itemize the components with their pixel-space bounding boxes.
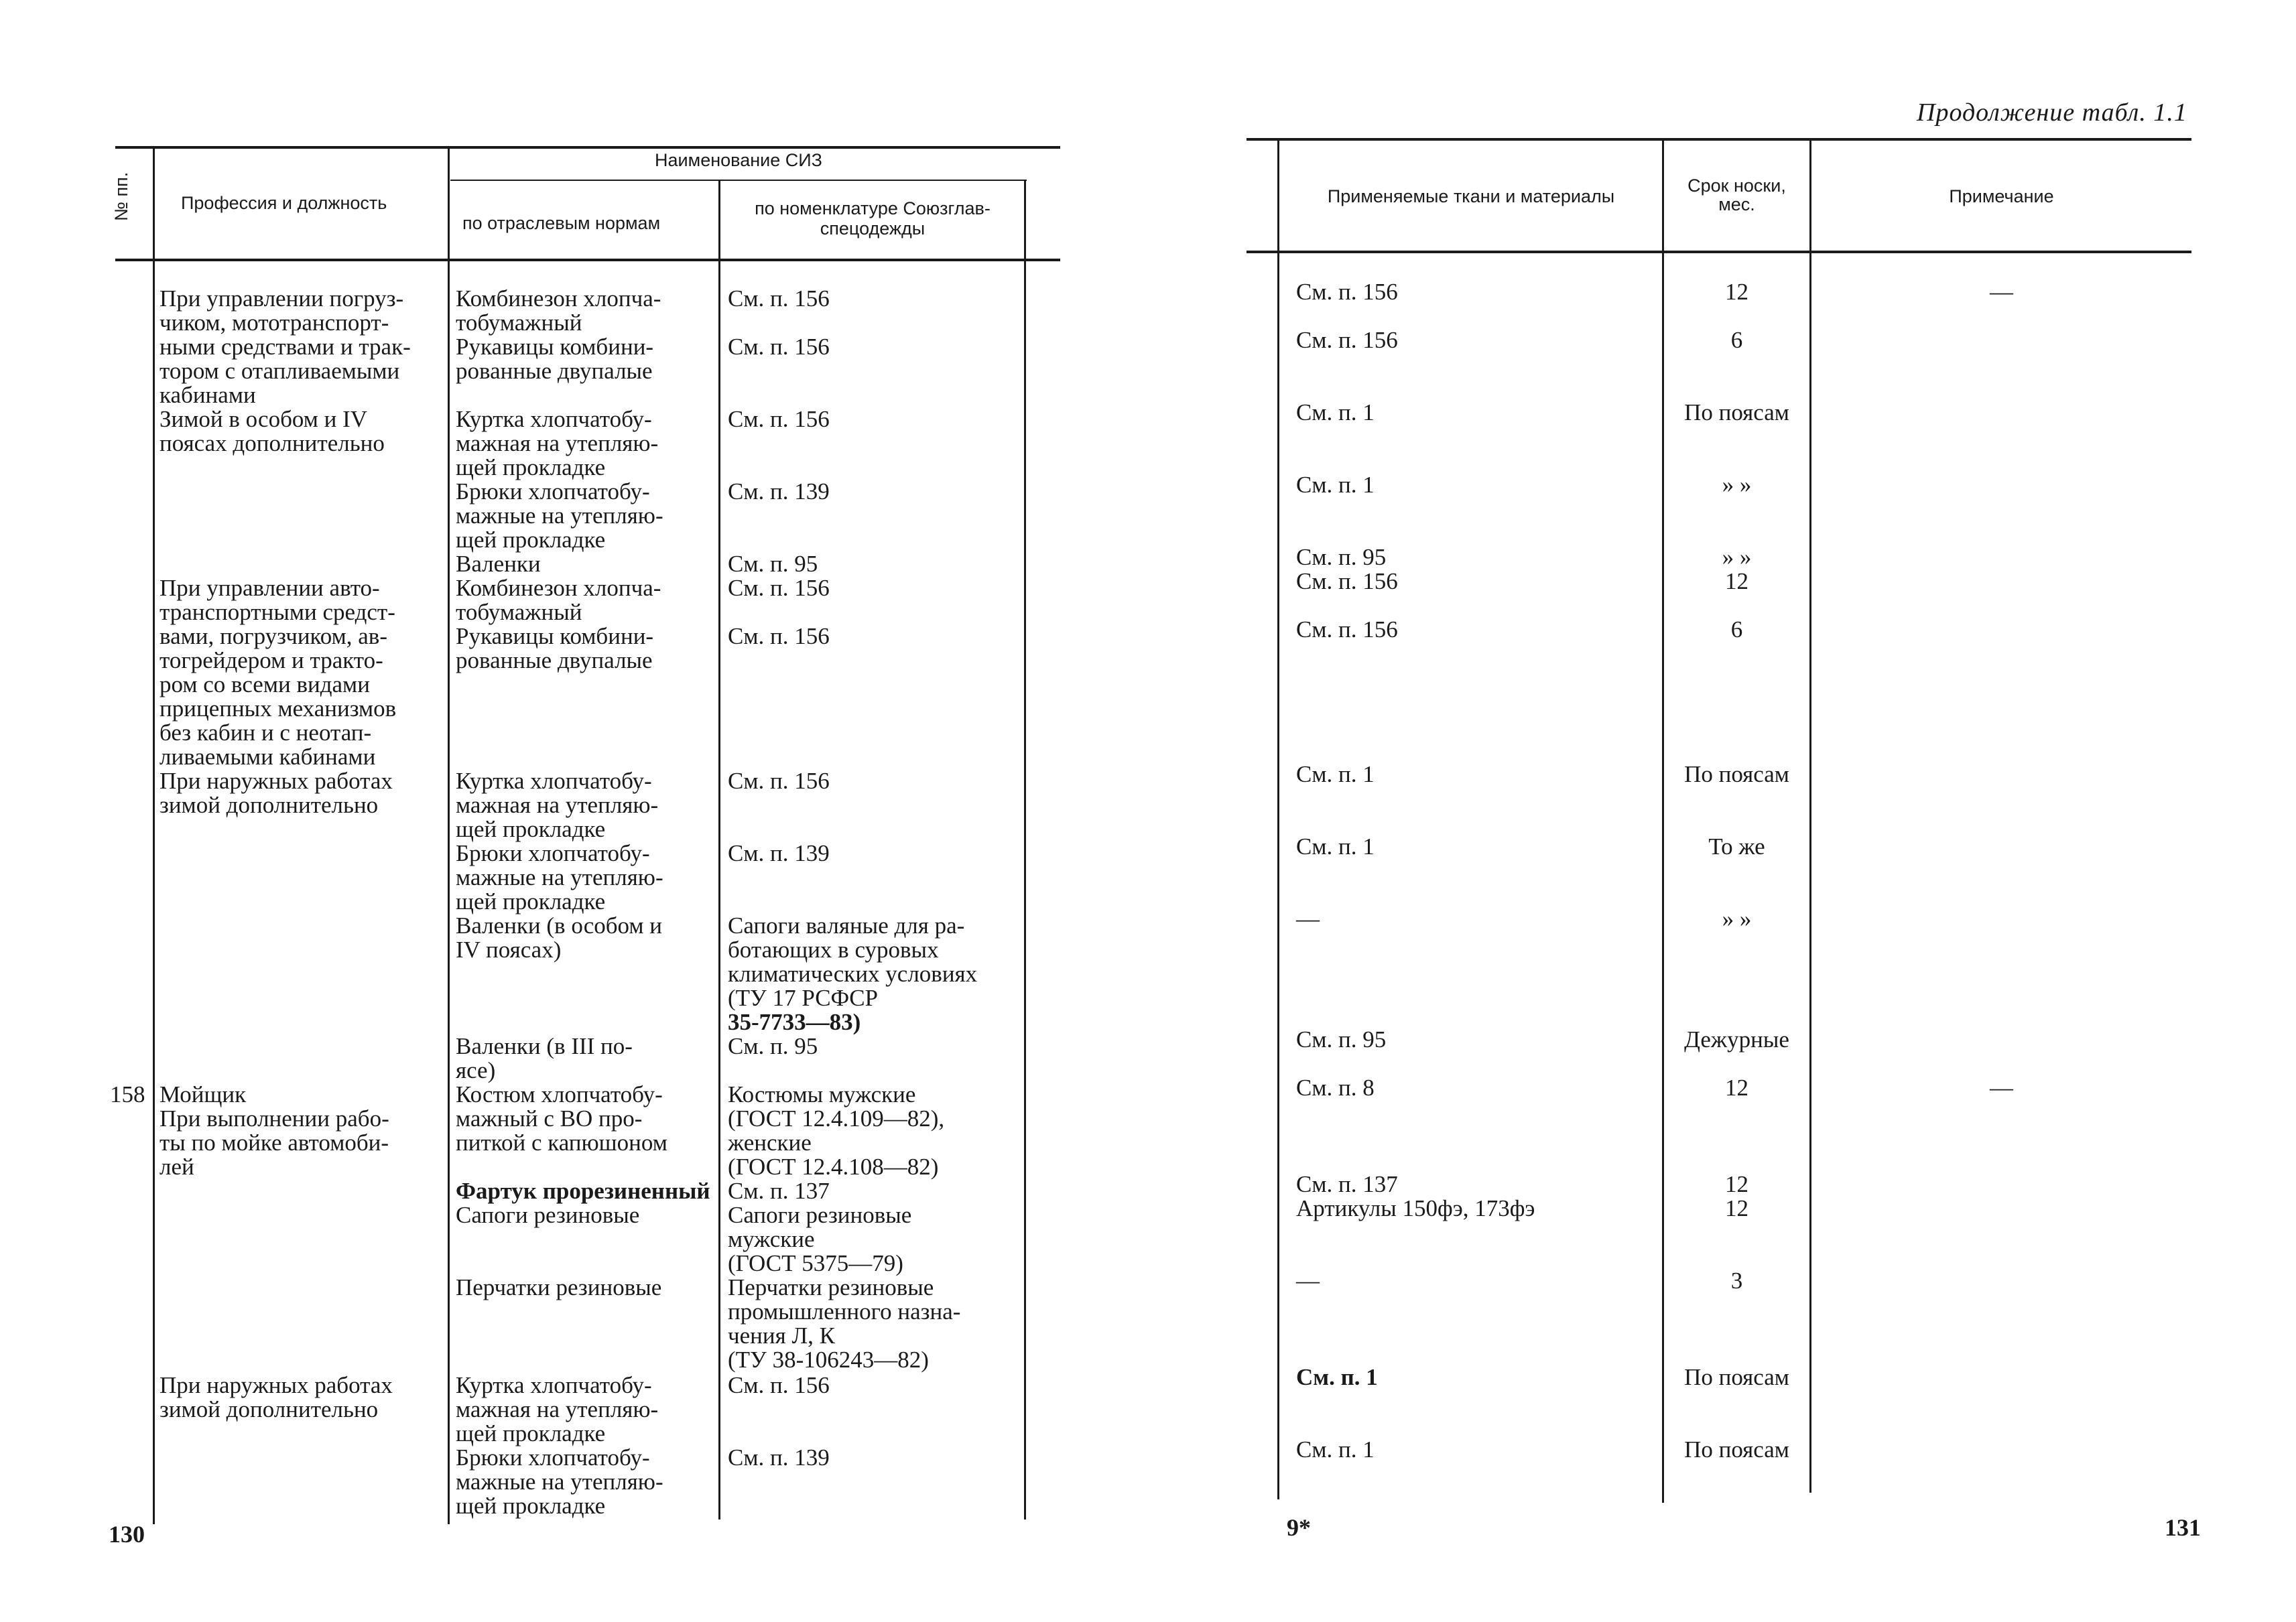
material-cell: См. п. 8 (1296, 1075, 1375, 1101)
industry-norms-header: по отраслевым нормам (462, 213, 661, 233)
nomenclature-line: См. п. 156 (728, 406, 830, 432)
norm-line: Рукавицы комбини- (456, 334, 654, 360)
profession-line: При выполнении рабо- (160, 1105, 389, 1132)
header-bottom-rule (1247, 251, 2191, 253)
material-cell: См. п. 156 (1296, 327, 1398, 353)
norm-line: Костюм хлопчатобу- (456, 1081, 663, 1107)
nomenclature-line: См. п. 139 (728, 840, 830, 866)
material-cell: — (1296, 906, 1320, 932)
norm-line: мажная на утепляю- (456, 1396, 659, 1422)
num-column-header: № пп. (111, 172, 131, 221)
nomenclature-line: См. п. 95 (728, 1033, 818, 1059)
profession-line: При наружных работах (160, 1372, 393, 1398)
profession-line: кабинами (160, 382, 256, 408)
profession-line: ты по мойке автомоби- (160, 1130, 389, 1156)
nomenclature-line: (ТУ 17 РСФСР (728, 985, 879, 1011)
norm-line: тобумажный (456, 599, 582, 625)
wear-term-cell: » » (1722, 472, 1752, 498)
wear-term-header-line1: Срок носки, (1687, 176, 1786, 196)
profession-line: Зимой в особом и IV (160, 406, 368, 432)
wear-term-cell: По поясам (1684, 761, 1789, 787)
material-cell: См. п. 1 (1296, 472, 1375, 498)
nomenclature-line: (ГОСТ 5375—79) (728, 1250, 903, 1276)
nomenclature-line: См. п. 156 (728, 768, 830, 794)
siz-group-rule (450, 180, 1027, 181)
norm-line: питкой с капюшоном (456, 1130, 667, 1156)
norm-line: Куртка хлопчатобу- (456, 406, 652, 432)
wear-term-cell: » » (1722, 544, 1752, 570)
note-cell: — (1990, 1075, 2013, 1101)
profession-line: ливаемыми кабинами (160, 744, 376, 770)
nomenclature-line: Сапоги валяные для ра- (728, 913, 965, 939)
material-cell: См. п. 1 (1296, 833, 1375, 860)
nomenclature-line: мужские (728, 1226, 815, 1252)
wear-term-cell: 12 (1725, 1171, 1748, 1197)
material-cell: См. п. 1 (1296, 1436, 1375, 1463)
profession-line: тогрейдером и тракто- (160, 647, 383, 673)
nomenclature-line: См. п. 139 (728, 478, 830, 504)
profession-line: транспортными средст- (160, 599, 395, 625)
norm-line: Брюки хлопчатобу- (456, 840, 650, 866)
material-cell: См. п. 95 (1296, 544, 1387, 570)
norm-line: Куртка хлопчатобу- (456, 1372, 652, 1398)
norm-line: щей прокладке (456, 1420, 606, 1446)
norm-line: тобумажный (456, 310, 582, 336)
header-bottom-rule (115, 259, 1060, 261)
materials-column-header: Применяемые ткани и материалы (1327, 186, 1615, 206)
profession-line: прицепных механизмов (160, 695, 397, 722)
norm-line: IV поясах) (456, 937, 562, 963)
profession-line: Мойщик (160, 1081, 247, 1107)
nomenclature-line: Перчатки резиновые (728, 1274, 934, 1300)
norm-line: Перчатки резиновые (456, 1274, 662, 1300)
wear-term-cell: По поясам (1684, 399, 1789, 425)
note-column-header: Примечание (1949, 186, 2054, 206)
wear-term-cell: 12 (1725, 1195, 1748, 1221)
nomenclature-line: (ТУ 38-106243—82) (728, 1347, 929, 1373)
norm-line: рованные двупалые (456, 647, 653, 673)
wear-term-cell: Дежурные (1684, 1026, 1789, 1053)
norm-line: щей прокладке (456, 454, 606, 480)
nomenclature-line: См. п. 156 (728, 1372, 830, 1398)
material-cell: Артикулы 150фэ, 173фэ (1296, 1195, 1535, 1221)
column-divider (1277, 253, 1279, 1499)
profession-line: вами, погрузчиком, ав- (160, 623, 387, 649)
norm-line: Рукавицы комбини- (456, 623, 654, 649)
page-number-right: 131 (2165, 1514, 2201, 1541)
nomenclature-line: 35-7733—83) (728, 1009, 861, 1035)
nomenclature-line: См. п. 95 (728, 551, 818, 577)
norm-line: мажные на утепляю- (456, 1469, 663, 1495)
profession-line: зимой дополнительно (160, 1396, 379, 1422)
siz-group-header: Наименование СИЗ (655, 150, 822, 170)
wear-term-cell: 12 (1725, 279, 1748, 305)
nomenclature-line: См. п. 139 (728, 1444, 830, 1471)
norm-line: рованные двупалые (456, 358, 653, 384)
note-cell: — (1990, 279, 2013, 305)
column-divider (153, 147, 155, 1524)
nomenclature-line: женские (728, 1130, 812, 1156)
norm-line: Брюки хлопчатобу- (456, 1444, 650, 1471)
wear-term-cell: 3 (1730, 1268, 1743, 1294)
nomenclature-line: См. п. 156 (728, 623, 830, 649)
nomenclature-line: ботающих в суровых (728, 937, 939, 963)
wear-term-cell: По поясам (1684, 1436, 1789, 1463)
column-divider (718, 180, 720, 1519)
material-cell: См. п. 156 (1296, 279, 1398, 305)
nomenclature-header-line1: по номенклатуре Союзглав- (755, 198, 991, 218)
nomenclature-line: промышленного назна- (728, 1298, 961, 1325)
wear-term-cell: 12 (1725, 1075, 1748, 1101)
norm-line: мажная на утепляю- (456, 430, 659, 456)
norm-line: Куртка хлопчатобу- (456, 768, 652, 794)
norm-line: щей прокладке (456, 1493, 606, 1519)
nomenclature-line: (ГОСТ 12.4.108—82) (728, 1154, 939, 1180)
nomenclature-header-line2: спецодежды (820, 218, 926, 239)
wear-term-cell: 6 (1730, 327, 1743, 353)
wear-term-cell: 6 (1730, 616, 1743, 643)
norm-line: мажные на утепляю- (456, 502, 663, 529)
profession-line: зимой дополнительно (160, 792, 379, 818)
norm-line: Комбинезон хлопча- (456, 575, 661, 601)
norm-line: щей прокладке (456, 888, 606, 915)
norm-line: ясе) (456, 1057, 496, 1083)
profession-line: ром со всеми видами (160, 671, 370, 697)
wear-term-cell: То же (1708, 833, 1765, 860)
profession-line: без кабин и с неотап- (160, 720, 372, 746)
norm-line: щей прокладке (456, 527, 606, 553)
wear-term-cell: По поясам (1684, 1364, 1789, 1390)
profession-line: При наружных работах (160, 768, 393, 794)
continuation-caption: Продолжение табл. 1.1 (1917, 98, 2187, 127)
material-cell: См. п. 156 (1296, 568, 1398, 594)
nomenclature-line: климатических условиях (728, 961, 978, 987)
nomenclature-line: См. п. 156 (728, 334, 830, 360)
material-cell: См. п. 156 (1296, 616, 1398, 643)
material-cell: См. п. 1 (1296, 1364, 1378, 1390)
column-divider (1809, 139, 1811, 1493)
column-divider (448, 147, 450, 1524)
profession-line: При управлении авто- (160, 575, 380, 601)
norm-line: щей прокладке (456, 816, 606, 842)
material-cell: См. п. 95 (1296, 1026, 1387, 1053)
nomenclature-line: (ГОСТ 12.4.109—82), (728, 1105, 945, 1132)
column-divider (1277, 139, 1279, 252)
norm-line: Валенки (456, 551, 541, 577)
table-top-rule (115, 146, 1060, 149)
nomenclature-line: См. п. 137 (728, 1178, 830, 1204)
profession-line: лей (160, 1154, 194, 1180)
material-cell: См. п. 137 (1296, 1171, 1398, 1197)
material-cell: См. п. 1 (1296, 399, 1375, 425)
signature-mark: 9* (1287, 1514, 1311, 1541)
nomenclature-line: См. п. 156 (728, 285, 830, 312)
norm-line: Валенки (в III по- (456, 1033, 633, 1059)
material-cell: См. п. 1 (1296, 761, 1375, 787)
nomenclature-line: См. п. 156 (728, 575, 830, 601)
nomenclature-line: чения Л, К (728, 1323, 836, 1349)
row-number: 158 (110, 1081, 145, 1107)
profession-line: При управлении погруз- (160, 285, 404, 312)
norm-line: Фартук прорезиненный (456, 1178, 710, 1204)
profession-line: поясах дополнительно (160, 430, 385, 456)
nomenclature-line: Сапоги резиновые (728, 1202, 912, 1228)
norm-line: мажный с ВО про- (456, 1105, 643, 1132)
table-top-rule (1247, 138, 2191, 141)
profession-line: чиком, мототранспорт- (160, 310, 389, 336)
profession-column-header: Профессия и должность (181, 193, 387, 213)
profession-line: ными средствами и трак- (160, 334, 411, 360)
norm-line: Комбинезон хлопча- (456, 285, 661, 312)
nomenclature-line: Костюмы мужские (728, 1081, 916, 1107)
page-number-left: 130 (109, 1521, 145, 1548)
norm-line: Брюки хлопчатобу- (456, 478, 650, 504)
profession-line: тором с отапливаемыми (160, 358, 400, 384)
norm-line: Валенки (в особом и (456, 913, 663, 939)
wear-term-cell: 12 (1725, 568, 1748, 594)
material-cell: — (1296, 1268, 1320, 1294)
norm-line: Сапоги резиновые (456, 1202, 640, 1228)
column-divider (1024, 180, 1026, 1519)
norm-line: мажная на утепляю- (456, 792, 659, 818)
wear-term-header-line2: мес. (1718, 194, 1755, 214)
wear-term-cell: » » (1722, 906, 1752, 932)
norm-line: мажные на утепляю- (456, 864, 663, 890)
